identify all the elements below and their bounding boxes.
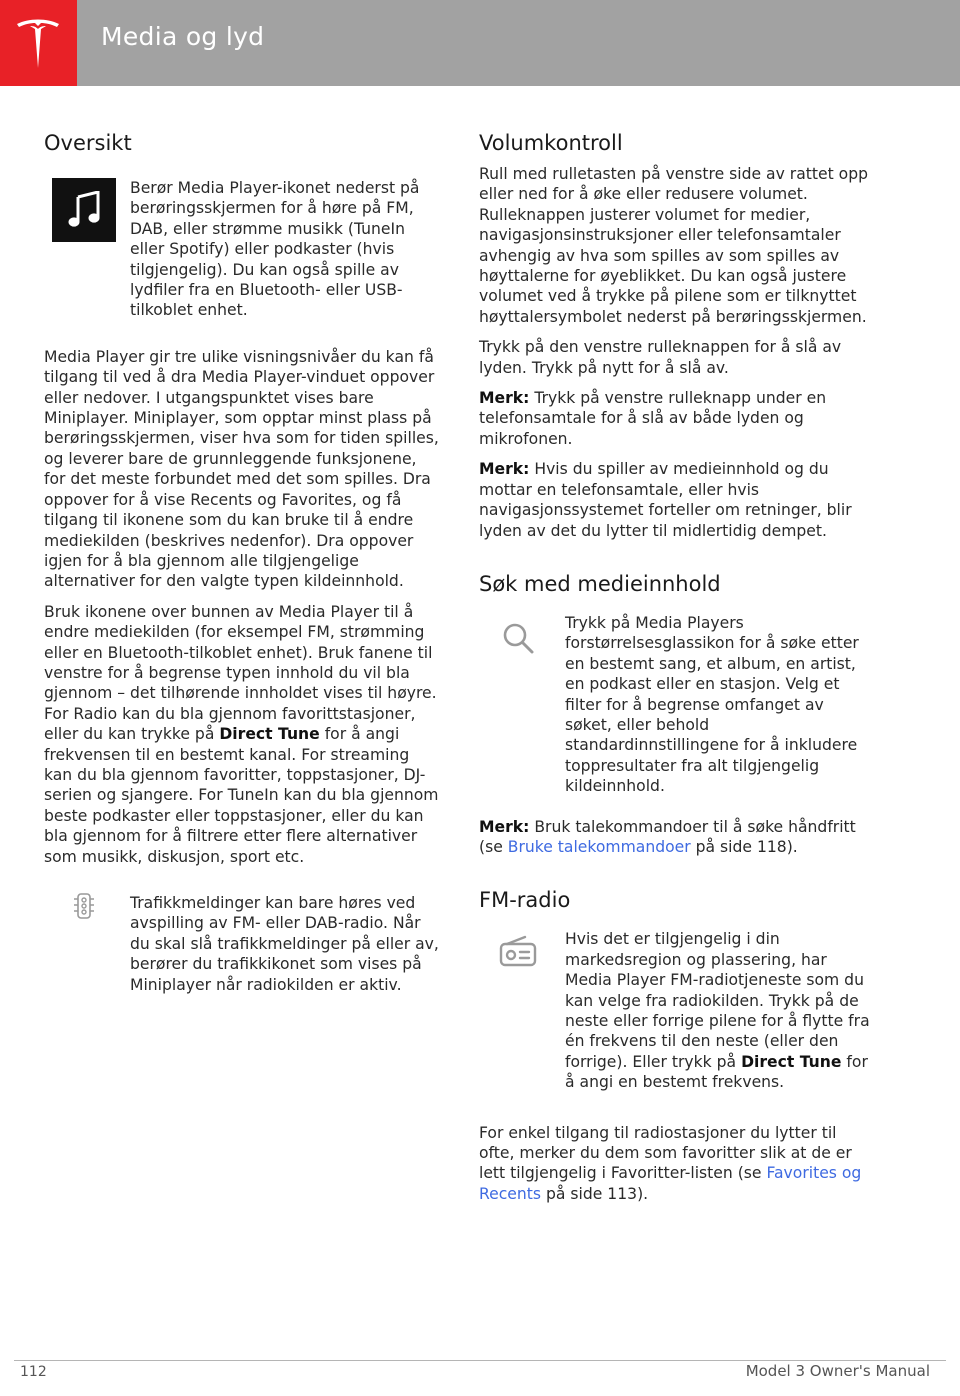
page-title: Media og lyd [101, 22, 265, 51]
left-column [44, 128, 440, 995]
volume-note-2: Merk: Hvis du spiller av medieinnhold og du mottar en telefonsamtale, eller hvis navigasjonssystemet forteller om retninger, blir lyden av det du lytter til midlertidig dempet. [479, 460, 852, 540]
section-heading-search: Søk med medieinnhold [479, 571, 721, 596]
tesla-logo-icon [15, 16, 61, 70]
media-source-paragraph: Bruk ikonene over bunnen av Media Player til å endre mediekilden (for eksempel FM, strømming eller en Bluetooth-tilkoblet enhet). Bruk fanene til venstre for å begrense typen innhold du vil bla gjennom – det tilhørende innholdet vises til høyre. For Radio kan du bla gjennom favorittstasjoner, eller du kan trykke på Direct Tune for å angi frekvensen til en bestemt kanal. For streaming kan du bla gjennom favoritter, toppstasjoner, DJ-serien og sjangere. For TuneIn kan du bla gjennom beste podkaster eller toppstasjoner, eller du kan bla gjennom for å filtrere etter flere alternativer som musikk, diskusjon, sport etc. [44, 602, 439, 866]
manual-name: Model 3 Owner's Manual [745, 1362, 930, 1380]
right-column [479, 128, 875, 1204]
media-icon-description: Berør Media Player-ikonet nederst på berøringsskjermen for å høre på FM, DAB, eller strømme musikk (TuneIn eller Spotify) eller podkaster (hvis tilgjengelig). Du kan også spille av lydfiler fra en Bluetooth- eller USB-tilkoblet enhet. [130, 179, 420, 320]
music-note-icon [52, 178, 116, 242]
direct-tune-term: Direct Tune [219, 725, 320, 744]
page-header [0, 0, 960, 86]
direct-tune-term-fm: Direct Tune [741, 1052, 842, 1071]
footer-divider [14, 1360, 946, 1361]
section-heading-fm-radio: FM-radio [479, 888, 571, 913]
favorites-recents-link[interactable]: Favorites og Recents [479, 1164, 862, 1203]
media-player-views-paragraph: Media Player gir tre ulike visningsnivåer du kan få tilgang til ved å dra Media Player-vinduet oppover eller nedover. I utgangspunktet vises bare Miniplayer. Miniplayer, som opptar minst plass på berøringsskjermen, viser hva som for tiden spilles, og leverer bare de grunnleggende funksjonene, for det meste forbundet med det som spilles. Dra oppover for å vise Recents og Favorites, og få tilgang til ikonene som du kan bruke til å endre mediekilden (beskrives nedenfor). Dra oppover igjen for å bla gjennom alle tilgjengelige alternativer for den valgte typen kildeinnhold. [44, 347, 439, 591]
search-note: Merk: Bruk talekommandoer til å søke håndfritt (se Bruke talekommandoer på side 118). [479, 817, 856, 856]
mute-paragraph: Trykk på den venstre rulleknappen for å slå av lyden. Trykk på nytt for å slå av. [479, 338, 842, 377]
voice-commands-link[interactable]: Bruke talekommandoer [507, 837, 691, 856]
search-icon-block [479, 613, 875, 797]
favorites-paragraph: For enkel tilgang til radiostasjoner du lytter til ofte, merker du dem som favoritter slik at de er lett tilgjengelig i Favoritter-listen (se Favorites og Recents på side 113). [479, 1123, 862, 1203]
volume-paragraph: Rull med rulletasten på venstre side av rattet opp eller ned for å øke eller redusere volumet. Rulleknappen justerer volumet for medier, navigasjonsinstruksjoner eller telefonsamtaler avhengig av hva som spilles av som spilles av høyttalerne for øyeblikket. Du kan også justere volumet ved å trykke på pilene som er tilknyttet høyttalersymbolet nederst på berøringsskjermen. [479, 165, 868, 326]
search-description: Trykk på Media Players forstørrelsesglassikon for å søke etter en bestemt sang, et album, en artist, en podkast eller en stasjon. Velg et filter for å begrense omfanget av søket, eller behold standardinnstillingene for å inkludere toppresultater fra alt tilgjengelig kildeinnhold. [565, 613, 859, 796]
page-number: 112 [20, 1364, 47, 1380]
media-icon-block [44, 178, 440, 321]
section-heading-oversikt: Oversikt [44, 131, 132, 155]
traffic-description: Trafikkmeldinger kan bare høres ved avspilling av FM- eller DAB-radio. Når du skal slå trafikkmeldinger på eller av, berører du trafikkikonet som vises på Miniplayer når radiokilden er aktiv. [130, 894, 439, 994]
radio-icon [499, 935, 537, 967]
traffic-icon-block [44, 893, 440, 995]
radio-icon-block [479, 929, 875, 1092]
section-heading-volumkontroll: Volumkontroll [479, 131, 623, 155]
tesla-logo [0, 0, 77, 86]
volume-note-1: Merk: Trykk på venstre rulleknapp under en telefonsamtale for å slå av både lyden og mikrofonen. [479, 389, 827, 448]
magnifier-icon [501, 621, 535, 655]
traffic-light-icon [72, 893, 96, 919]
fm-description: Hvis det er tilgjengelig i din markedsregion og plassering, har Media Player FM-radiotjeneste som du kan velge fra radiokilden. Trykk på de neste eller forrige pilene for å flytte fra én frekvens til den neste (eller den forrige). Eller trykk på Direct Tune for å angi en bestemt frekvens. [565, 930, 870, 1092]
